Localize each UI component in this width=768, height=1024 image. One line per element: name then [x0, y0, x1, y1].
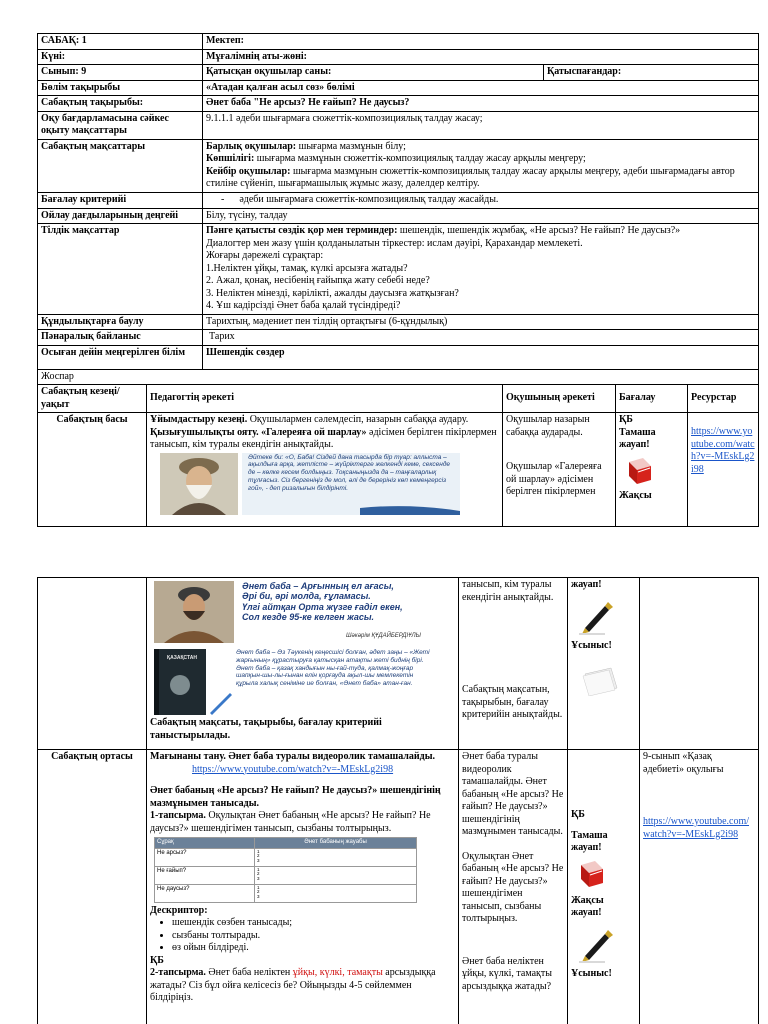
thinking-level-label: Ойлау дағдыларының деңгейі [38, 208, 203, 224]
gallery-image-2 [150, 579, 438, 645]
org-stage-text: Оқушылармен сәлемдесіп, назарын сабаққа аудару. [247, 414, 469, 425]
stage-start-cont [38, 578, 147, 750]
goal-all-label: Барлық оқушылар: [206, 140, 297, 152]
chart-q3: Не даусыз? [155, 884, 255, 902]
descriptor-2: • сызбаны толтырады. [172, 930, 455, 943]
lang-line-2: Диалогтер мен жазу үшін қолданылатын тіркестер: ислам дәуірі, Қарахандар мемлекеті. [206, 237, 583, 249]
language-goals-label: Тілдік мақсаттар [38, 224, 203, 315]
assessment-middle [568, 750, 640, 1024]
assess-kb: ҚБ [619, 414, 633, 425]
red-book-icon [577, 859, 605, 889]
assess-middle-good: Жақсы жауап! [571, 894, 604, 918]
assess-excellent: Тамаша жауап! [619, 426, 656, 450]
lang-terms-value: шешендік, шешендік жұмбақ, «Не арсыз? Не ғайып? Не даусыз?» [397, 225, 681, 236]
values-value: Тарихтың, мәдениет пен тілдің ортақтығы (6-құндылық) [203, 314, 759, 330]
criteria-value: - әдеби шығармаға сюжеттік-композициялық талдау жасайды. [203, 192, 759, 208]
lang-question-2: 2. Ажал, қонақ, несібенің ғайыпқа жату себебі неде? [206, 275, 430, 286]
lesson-plan-body-table [37, 577, 759, 1024]
descriptor-label: Дескриптор: [150, 904, 208, 916]
lesson-number: САБАҚ: 1 [38, 34, 203, 50]
poem-author: Шәкәрім ҚҰДАЙБЕРДІҰЛЫ [346, 633, 421, 639]
assess-answer-cont: жауап! [571, 579, 602, 590]
poem-lines [242, 581, 403, 622]
plan-header-assessment: Бағалау [616, 385, 688, 413]
teacher-activity-middle [147, 750, 459, 1024]
resource-textbook: 9-сынып «Қазақ әдебиеті» оқулығы [643, 751, 724, 775]
motivation-title: Қызығушылықты ояту. «Галереяға ой шарлау» [150, 426, 367, 438]
poem-line-1: Әнет баба – Арғынның ел ағасы, [242, 581, 394, 591]
gallery-image-1 [160, 453, 460, 515]
goal-most-label: Көпшілігі: [206, 153, 255, 164]
descriptor-list [172, 917, 455, 955]
task2-label: 2-тапсырма. [150, 967, 206, 978]
task2-red: ұйқы, күлкі, тамақты [292, 967, 383, 978]
cross-subject-value: Тарих [203, 330, 759, 346]
pen-icon [577, 924, 617, 964]
gallery-image-3 [150, 647, 438, 717]
student-activity-middle [459, 750, 568, 1024]
paper-sheets-icon [581, 666, 621, 696]
answer-chart [154, 837, 417, 903]
goals-intro: Сабақтың мақсаты, тақырыбы, бағалау критерийі таныстырылады. [150, 717, 382, 741]
class-label: Сынып: 9 [38, 65, 203, 81]
lang-question-4: 4. Ұш кадірсізді Әнет баба қалай түсіндіреді? [206, 300, 401, 311]
chart-q2: Не ғайып? [155, 866, 255, 884]
student-activity-start-cont [459, 578, 568, 750]
poem-line-3: Үлгі айтқан Орта жүзге ғаділ екен, [242, 601, 403, 612]
assess-middle-wish: Ұсыныс! [571, 967, 612, 979]
org-stage-title: Ұйымдастыру кезеңі. [150, 414, 248, 425]
gallery-quote-3: Әнет баба – Әз Тәукенің кеңесшісі болған, әдет заңы – «Жеті жарғының» құрастыруға қатысқан атақты жеті биднің бірі. Әнет баба – қазақ хандығын ны-ғай-туда, қалмақ-жоңғар шапқын-шы-лы-ғынан елін қорғауда ақыл-шы мемлекетін құрыла халық сеніміне ие болған, «Әнет баба» атан-ған. [236, 649, 430, 688]
lang-terms-label: Пәнге қатысты сөздік қор мен терминдер: [206, 225, 398, 236]
assess-good: Жақсы [619, 489, 652, 501]
task2-text-b: арсыздыққа жатады? Сіз бұл ойға келісесіз бе? Ойыңызды 4-5 сөйлеммен білдіріңіз. [150, 967, 436, 1003]
stage-start: Сабақтың басы [38, 413, 147, 527]
red-book-icon [625, 456, 653, 486]
goal-most-value: шығарма мазмұнын сюжеттік-композициялық талдау жасау арқылы меңгеру; [254, 153, 586, 164]
task1-label: 1-тапсырма. [150, 810, 206, 821]
gallery-quote-1: Әйтеке би: «О, Баба! Сіздей дана тасырда бір туар: аллыста – ақылдыға арқа, жетпісте – жүйріктерге желкенді кеме, сексенде де – көлке кесем болдыңыз. Тоқсаныңызда да – таңғаларлық тұлғасыз. Сіз бергеніңіз де мол, әлі де берерініз көп кемеңгерсіз гой», - деп ризалығын білдірінті. [248, 453, 451, 492]
resources-start-cont [640, 578, 759, 750]
pen-icon [577, 596, 617, 636]
assess-middle-excellent: Тамаша жауап! [571, 829, 608, 853]
resources-middle [640, 750, 759, 1024]
goal-all-value: шығарма мазмұнын білу; [296, 140, 406, 152]
student-middle-1: Әнет баба туралы видеоролик тамашалайды. Әнет бабаның «Не арсыз? Не ғайып? Не даусыз?» шешендігінің мазмұнымен танысады. [462, 751, 564, 837]
section-label: Бөлім тақырыбы [38, 80, 203, 96]
teacher-activity-start-cont [147, 578, 459, 750]
lesson-goals-value [203, 139, 759, 192]
school-label: Мектеп: [203, 34, 759, 50]
lang-question-1: 1.Неліктен ұйқы, тамақ, күлкі арсызға жатады? [206, 262, 408, 274]
absent-count-label: Қатыспағандар: [544, 65, 759, 81]
plan-label: Жоспар [38, 369, 759, 385]
kb-label: ҚБ [150, 954, 164, 966]
stage-middle: Сабақтың ортасы [38, 750, 147, 1024]
task2-text-a: Әнет баба неліктен [205, 967, 293, 978]
thinking-level-value: Білу, түсіну, талдау [203, 208, 759, 224]
content-task-title: Әнет бабаның «Не арсыз? Не ғайып? Не даусыз?» шешендігінің мазмұнымен танысады. [150, 785, 441, 809]
date-label: Күні: [38, 49, 203, 65]
poem-line-4: Сол кезде 95-ке келген жасы. [242, 612, 375, 623]
plan-header-teacher: Педагогтің әрекеті [147, 385, 503, 413]
program-goals-value: 9.1.1.1 әдеби шығармаға сюжеттік-композициялық талдау жасау; [203, 111, 759, 139]
resource-link-middle[interactable]: https://www.youtube.com/watch?v=-MEskLg2i98 [643, 816, 750, 840]
present-count-label: Қатысқан оқушылар саны: [203, 65, 544, 81]
student-start-2: Оқушылар «Галереяға ой шарлау» әдісімен берілген пікірлермен [506, 461, 602, 497]
resource-link-start[interactable]: https://www.youtube.com/watch?v=-MEskLg2i98 [691, 426, 755, 475]
task1-text: Оқулықтан Әнет бабаның «Не арсыз? Не ғайып? Не даусыз?» шешендігімен танысып, сызбаны толтырыңыз. [150, 810, 431, 834]
student-start-1: Оқушылар назарын сабаққа аударады. [506, 414, 590, 438]
motivation-text: әдісімен берілген пікірлермен танысып, кім туралы екендігін анықтайды. [150, 426, 497, 450]
plan-header-student: Оқушының әрекеті [503, 385, 616, 413]
program-goals-label: Оқу бағдарламасына сәйкес оқыту мақсаттары [38, 111, 203, 139]
assessment-start [616, 413, 688, 527]
lesson-plan-header-table [37, 33, 759, 527]
student-cont-goals: Сабақтың мақсатын, тақырыбын, бағалау критерийін анықтайды. [462, 684, 563, 720]
teacher-name-label: Мұғалімнің аты-жөні: [203, 49, 759, 65]
video-link[interactable]: https://www.youtube.com/watch?v=-MEskLg2i98 [192, 763, 394, 775]
chart-a3: 1 2 3 [255, 884, 417, 902]
assess-middle-kb: ҚБ [571, 809, 585, 820]
student-cont-1: танысып, кім туралы екендігін анықтайды. [462, 579, 554, 603]
resources-start [688, 413, 759, 527]
lang-question-3: 3. Неліктен мінезді, кәрілікті, ажалды даусызға жатқызған? [206, 287, 459, 299]
lesson-goals-label: Сабақтың мақсаттары [38, 139, 203, 192]
plan-header-stage: Сабақтың кезеңі/ уақыт [38, 385, 147, 413]
goal-some-label: Кейбір оқушылар: [206, 165, 291, 177]
chart-a1: 1 2 3 [255, 848, 417, 866]
student-middle-3: Әнет баба неліктен ұйқы, күлкі, тамақты арсыздыққа жатады? [462, 955, 552, 992]
chart-head-question: Сұрақ [155, 838, 255, 849]
cross-subject-label: Пәнаралық байланыс [38, 330, 203, 346]
chart-q1: Не арсыз? [155, 848, 255, 866]
section-value: «Атадан қалған асыл сөз» бөлімі [203, 80, 759, 96]
prior-knowledge-value: Шешендік сөздер [203, 345, 759, 369]
chart-head-answer: Әнет бабаның жауабы [255, 838, 417, 849]
video-task-title: Мағынаны тану. Әнет баба туралы видеоролик тамашалайды. [150, 751, 436, 762]
descriptor-3: • өз ойын білдіреді. [172, 942, 455, 955]
plan-header-resources: Ресурстар [688, 385, 759, 413]
student-activity-start [503, 413, 616, 527]
topic-value: Әнет баба "Не арсыз? Не ғайып? Не даусыз? [203, 96, 759, 112]
values-label: Құндылықтарға баулу [38, 314, 203, 330]
poem-line-2: Әрі би, әрі молда, ғұламасы. [242, 591, 371, 602]
descriptor-1: • шешендік сөзбен танысады; [172, 917, 455, 930]
topic-label: Сабақтың тақырыбы: [38, 96, 203, 112]
goal-some-value: шығарма мазмұнын сюжеттік-композициялық талдау жасау арқылы меңгеру, әдеби шығармадағы автор стиліне сүйеніп, шығармашылық жұмыс жазу, дәлелдер келтіру. [206, 165, 735, 189]
prior-knowledge-label: Осыған дейін меңгерілген білім [38, 345, 203, 369]
teacher-activity-start [147, 413, 503, 527]
lang-line-3: Жоғары дәрежелі сұрақтар: [206, 250, 324, 261]
criteria-label: Бағалау критерийі [38, 192, 203, 208]
book-title: ҚАЗАҚСТАН [167, 655, 197, 661]
student-middle-2: Оқулықтан Әнет бабаның «Не арсыз? Не ғайып? Не даусыз?» шешендігімен танысып, сызбаны толтырыңыз. [462, 850, 564, 924]
assess-wish-cont: Ұсыныс! [571, 639, 612, 651]
chart-a2: 1 2 3 [255, 866, 417, 884]
assessment-start-cont [568, 578, 640, 750]
language-goals-value [203, 224, 759, 315]
